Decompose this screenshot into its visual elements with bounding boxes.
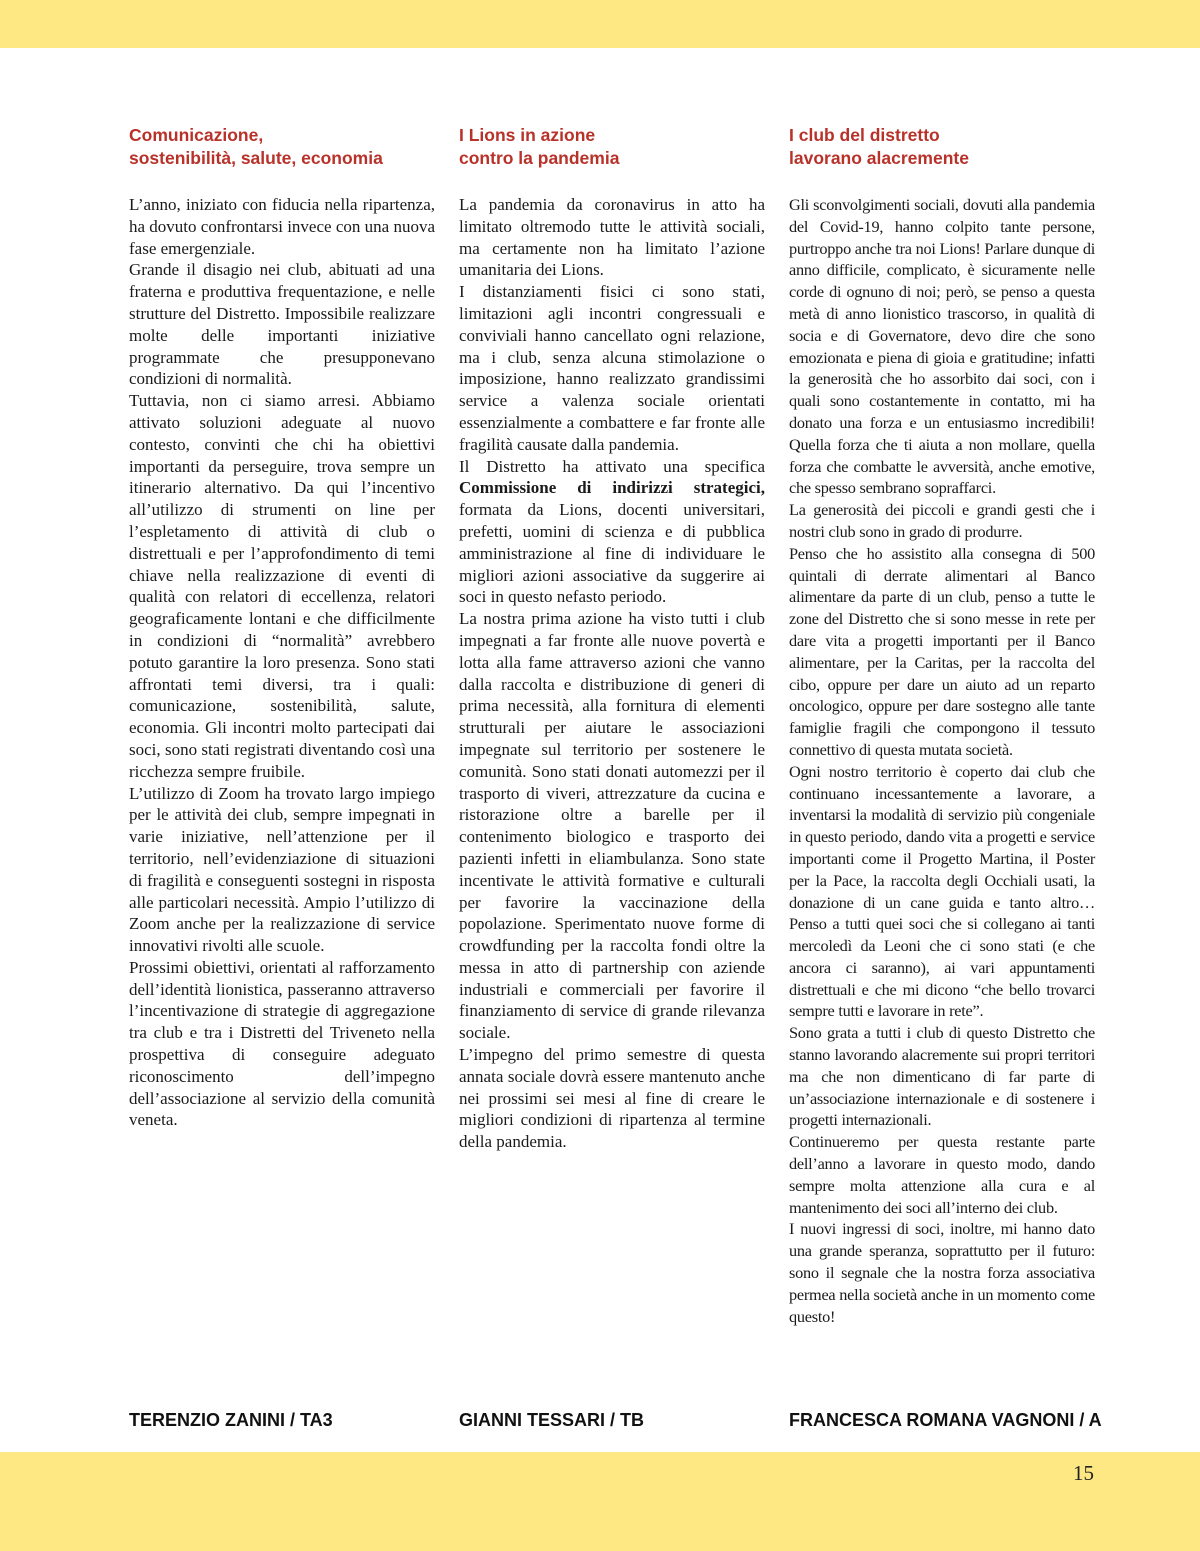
title-line: lavorano alacremente <box>789 148 969 168</box>
article-body-3 <box>789 194 1095 1327</box>
paragraph: Ogni nostro territorio è coperto dai club che continuano incessantemente a lavorare, a inventarsi la modalità di servizio più congeniale in questo periodo, dando vita a progetti e service importanti come il Progetto Martina, il Poster per la Pace, la raccolta degli Occhiali usati, la donazione di un cane guida e tanto altro… Penso a tutti quei soci che si collegano ai tanti mercoledì da Leoni che ci sono stati (e che ancora ci saranno), ai vari appuntamenti distrettuali e che mi dicono “che bello trovarci sempre tutti e lavorare in rete”. <box>789 761 1095 1021</box>
article-column-3 <box>789 124 1095 1327</box>
paragraph: Prossimi obiettivi, orientati al rafforzamento dell’identità lionistica, passeranno attraverso l’incentivazione di strategie di aggregazione tra club e tra i Distretti del Triveneto nella prospettiva di conseguire adeguato riconoscimento dell’impegno dell’associazione al servizio della comunità veneta. <box>129 957 435 1130</box>
paragraph: I nuovi ingressi di soci, inoltre, mi hanno dato una grande speranza, soprattutto per il futuro: sono il segnale che la nostra forza associativa permea nella società anche in un momento come questo! <box>789 1219 1095 1326</box>
paragraph: Grande il disagio nei club, abituati ad una fraterna e produttiva frequentazione, e nelle strutture del Distretto. Impossibile realizzare molte delle importanti iniziative programmate che presupponevano condizioni di normalità. <box>129 260 435 389</box>
author-signature-3: FRANCESCA ROMANA VAGNONI / A <box>789 1410 1102 1430</box>
bottom-color-band <box>0 1452 1200 1551</box>
paragraph: Continueremo per questa restante parte dell’anno a lavorare in questo modo, dando sempre molta attenzione alla cura e al mantenimento dei soci all’interno dei club. <box>789 1132 1095 1217</box>
paragraph: L’impegno del primo semestre di questa annata sociale dovrà essere mantenuto anche nei prossimi sei mesi al fine di creare le migliori condizioni di ripartenza al termine della pandemia. <box>459 1045 765 1152</box>
article-column-2 <box>459 124 765 1153</box>
article-title-3 <box>789 124 1095 170</box>
paragraph: La pandemia da coronavirus in atto ha limitato oltremodo tutte le attività sociali, ma certamente non ha limitato l’azione umanitaria dei Lions. <box>459 195 765 280</box>
title-line: sostenibilità, salute, economia <box>129 148 383 168</box>
author-signature-1: TERENZIO ZANINI / TA3 <box>129 1410 333 1430</box>
paragraph: L’utilizzo di Zoom ha trovato largo impiego per le attività dei club, sempre impegnati in varie iniziative, nell’attenzione per il territorio, nell’evidenziazione di situazioni di fragilità e conseguenti sostegni in risposta alle particolari necessità. Ampio l’utilizzo di Zoom anche per la realizzazione di service innovativi rivolti alle scuole. <box>129 783 435 956</box>
paragraph: Sono grata a tutti i club di questo Distretto che stanno lavorando alacremente sui propri territori ma che non dimenticano di far parte di un’associazione internazionale e di sostenere i progetti internazionali. <box>789 1023 1095 1130</box>
author-signature-2: GIANNI TESSARI / TB <box>459 1410 645 1430</box>
paragraph: Tuttavia, non ci siamo arresi. Abbiamo attivato soluzioni adeguate al nuovo contesto, convinti che chi ha obiettivi importanti da perseguire, trova sempre un itinerario alternativo. Da qui l’incentivo all’utilizzo di strumenti on line per l’espletamento di attività di club o distrettuali e per l’approfondimento di temi chiave nella realizzazione di eventi di qualità con relatori di eccellenza, relatori geograficamente lontani e che difficilmente in condizioni di “normalità” avrebbero potuto garantire la loro presenza. Sono stati affrontati temi diversi, tra i quali: comunicazione, sostenibilità, salute, economia. Gli incontri molto partecipati dai soci, sono stati registrati diventando così una ricchezza sempre fruibile. <box>129 391 435 781</box>
top-color-band <box>0 0 1200 48</box>
paragraph: I distanziamenti fisici ci sono stati, limitazioni agli incontri congressuali e conviviali hanno cancellato ogni relazione, ma i club, senza alcuna stimolazione o imposizione, hanno realizzato grandissimi service a valenza sociale orientati essenzialmente a combattere e far fronte alle fragilità causate dalla pandemia. <box>459 282 765 454</box>
article-title-2 <box>459 124 765 170</box>
page-number: 15 <box>1073 1461 1094 1485</box>
title-line: I club del distretto <box>789 125 940 145</box>
paragraph: La nostra prima azione ha visto tutti i club impegnati a far fronte alle nuove povertà e lotta alla fame attraverso azioni che vanno dalla raccolta e distribuzione di generi di prima necessità, alla fornitura di elementi strutturali per aiutare le associazioni impegnate sul territorio per sostenere le comunità. Sono stati donati automezzi per il trasporto di viveri, attrezzature da cucina e ristorazione oltre a barelle per il contenimento biologico e trasporto dei pazienti infetti in eliambulanza. Sono state incentivate le attività formative e culturali per favorire la vaccinazione della popolazione. Sperimentato nuove forme di crowdfunding per la raccolta fondi oltre la messa in atto di partnership con aziende industriali e commerciali per favorire il finanziamento di service di grande rilevanza sociale. <box>459 609 765 1043</box>
paragraph-text: formata da Lions, docenti universitari, prefetti, uomini di scienza e di pubblica amministrazione al fine di individuare le migliori azioni associative da suggerire ai soci in questo nefasto periodo. <box>459 500 765 607</box>
paragraph: L’anno, iniziato con fiducia nella ripartenza, ha dovuto confrontarsi invece con una nuova fase emergenziale. <box>129 195 435 258</box>
bold-commission-name: Commissione di indirizzi strategici, <box>459 478 765 498</box>
title-line: I Lions in azione <box>459 125 596 145</box>
paragraph: La generosità dei piccoli e grandi gesti che i nostri club sono in grado di produrre. <box>789 500 1095 541</box>
paragraph <box>459 456 765 609</box>
paragraph: Gli sconvolgimenti sociali, dovuti alla pandemia del Covid-19, hanno colpito tante persone, purtroppo anche tra noi Lions! Parlare dunque di anno difficile, complicato, è sicuramente nelle corde di ognuno di noi; però, se penso a questa metà di anno lionistico trascorso, in qualità di socia e di Governatore, devo dire che sono emozionata e piena di gioia e gratitudine; infatti la generosità che ho assorbito dai soci, con i quali sono costantemente in contatto, mi ha donato una forza e un entusiasmo incredibili! Quella forza che ti aiuta a non mollare, quella forza che combatte le avversità, anche emotive, che spesso sembrano sopraffarci. <box>789 195 1095 498</box>
article-title-1 <box>129 124 435 170</box>
title-line: contro la pandemia <box>459 148 620 168</box>
paragraph-text: Il Distretto ha attivato una specifica <box>459 456 765 476</box>
paragraph: Penso che ho assistito alla consegna di 500 quintali di derrate alimentari al Banco alimentare da parte di un club, penso a tutte le zone del Distretto che si sono messe in rete per dare vita a progetti importanti per il Banco alimentare, per la Caritas, per la raccolta del cibo, oppure per dare un aiuto ad un reparto oncologico, oppure per dare sostegno alle tante famiglie fragili che compongono il tessuto connettivo di questa mutata società. <box>789 543 1095 759</box>
article-body-2 <box>459 194 765 1153</box>
article-column-1 <box>129 124 435 1131</box>
title-line: Comunicazione, <box>129 125 264 145</box>
article-body-1 <box>129 194 435 1131</box>
